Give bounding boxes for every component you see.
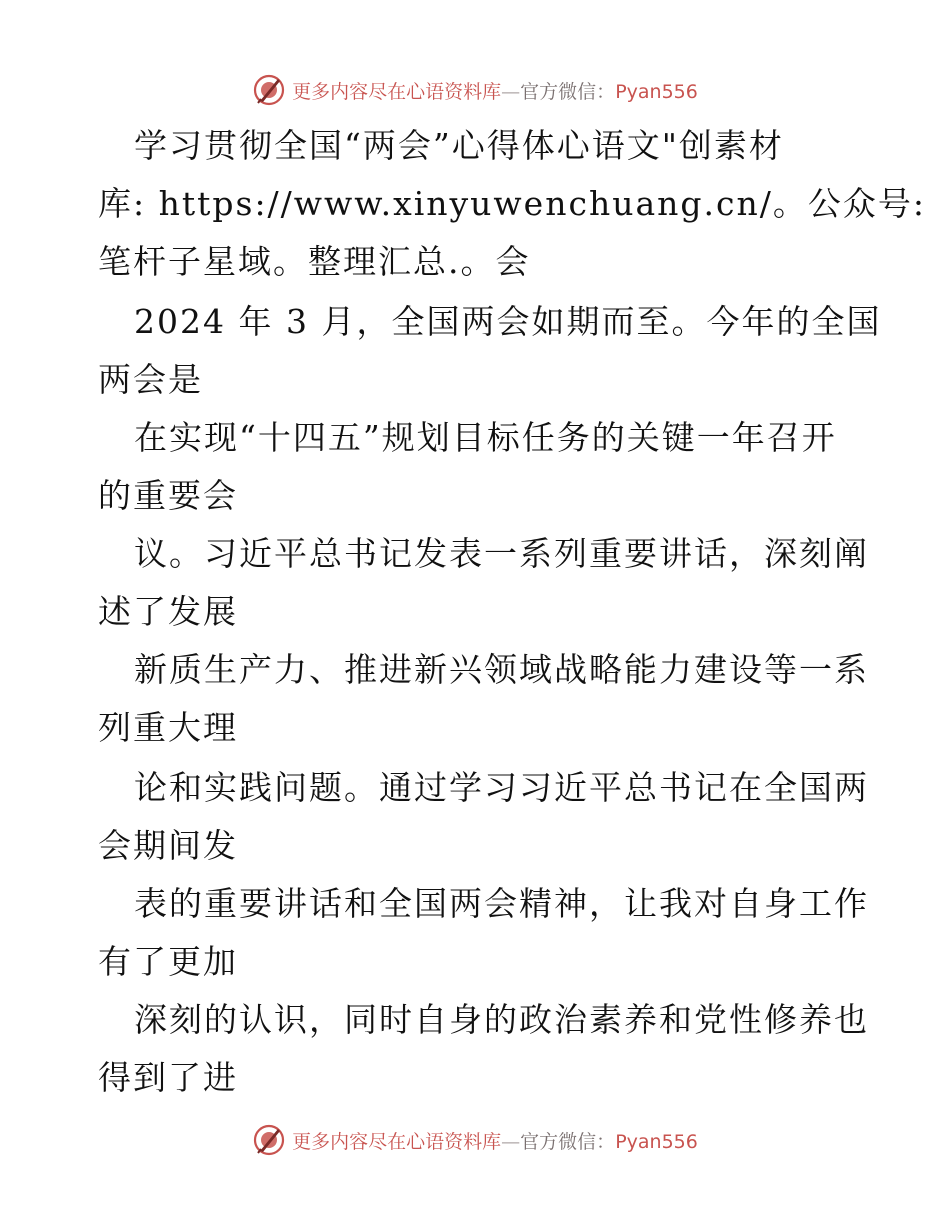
text-line: 在实现“十四五”规划目标任务的关键一年召开 [134, 418, 837, 457]
text-line: 2024 年 3 月，全国两会如期而至。今年的全国 [134, 302, 882, 341]
text-line: 述了发展 [98, 592, 238, 631]
text-line: 两会是 [98, 360, 203, 399]
footer-watermark [0, 1120, 950, 1160]
text-line: 学习贯彻全国“两会”心得体心语文"创素材 [134, 126, 784, 165]
text-line: 的重要会 [98, 476, 238, 515]
text-line: 会期间发 [98, 826, 238, 865]
quill-logo-icon [252, 73, 286, 107]
text-line: 得到了进 [98, 1058, 238, 1097]
text-line: 表的重要讲话和全国两会精神，让我对自身工作 [134, 884, 869, 923]
text-line: 列重大理 [98, 708, 238, 747]
text-line: 库: https://www.xinyuwenchuang.cn/。公众号: [98, 184, 926, 223]
text-line: 笔杆子星域。整理汇总.。会 [98, 242, 531, 281]
text-line: 深刻的认识，同时自身的政治素养和党性修养也 [134, 1000, 869, 1039]
text-line: 新质生产力、推进新兴领域战略能力建设等一系 [134, 650, 869, 689]
quill-logo-icon [252, 1123, 286, 1157]
watermark-text: 更多内容尽在心语资料库—官方微信：Pyan556 [292, 80, 698, 103]
text-line: 议。习近平总书记发表一系列重要讲话，深刻阐 [134, 534, 869, 573]
watermark-text: 更多内容尽在心语资料库—官方微信：Pyan556 [292, 1130, 698, 1153]
text-line: 有了更加 [98, 942, 238, 981]
text-line: 论和实践问题。通过学习习近平总书记在全国两 [134, 768, 869, 807]
header-watermark [0, 70, 950, 110]
